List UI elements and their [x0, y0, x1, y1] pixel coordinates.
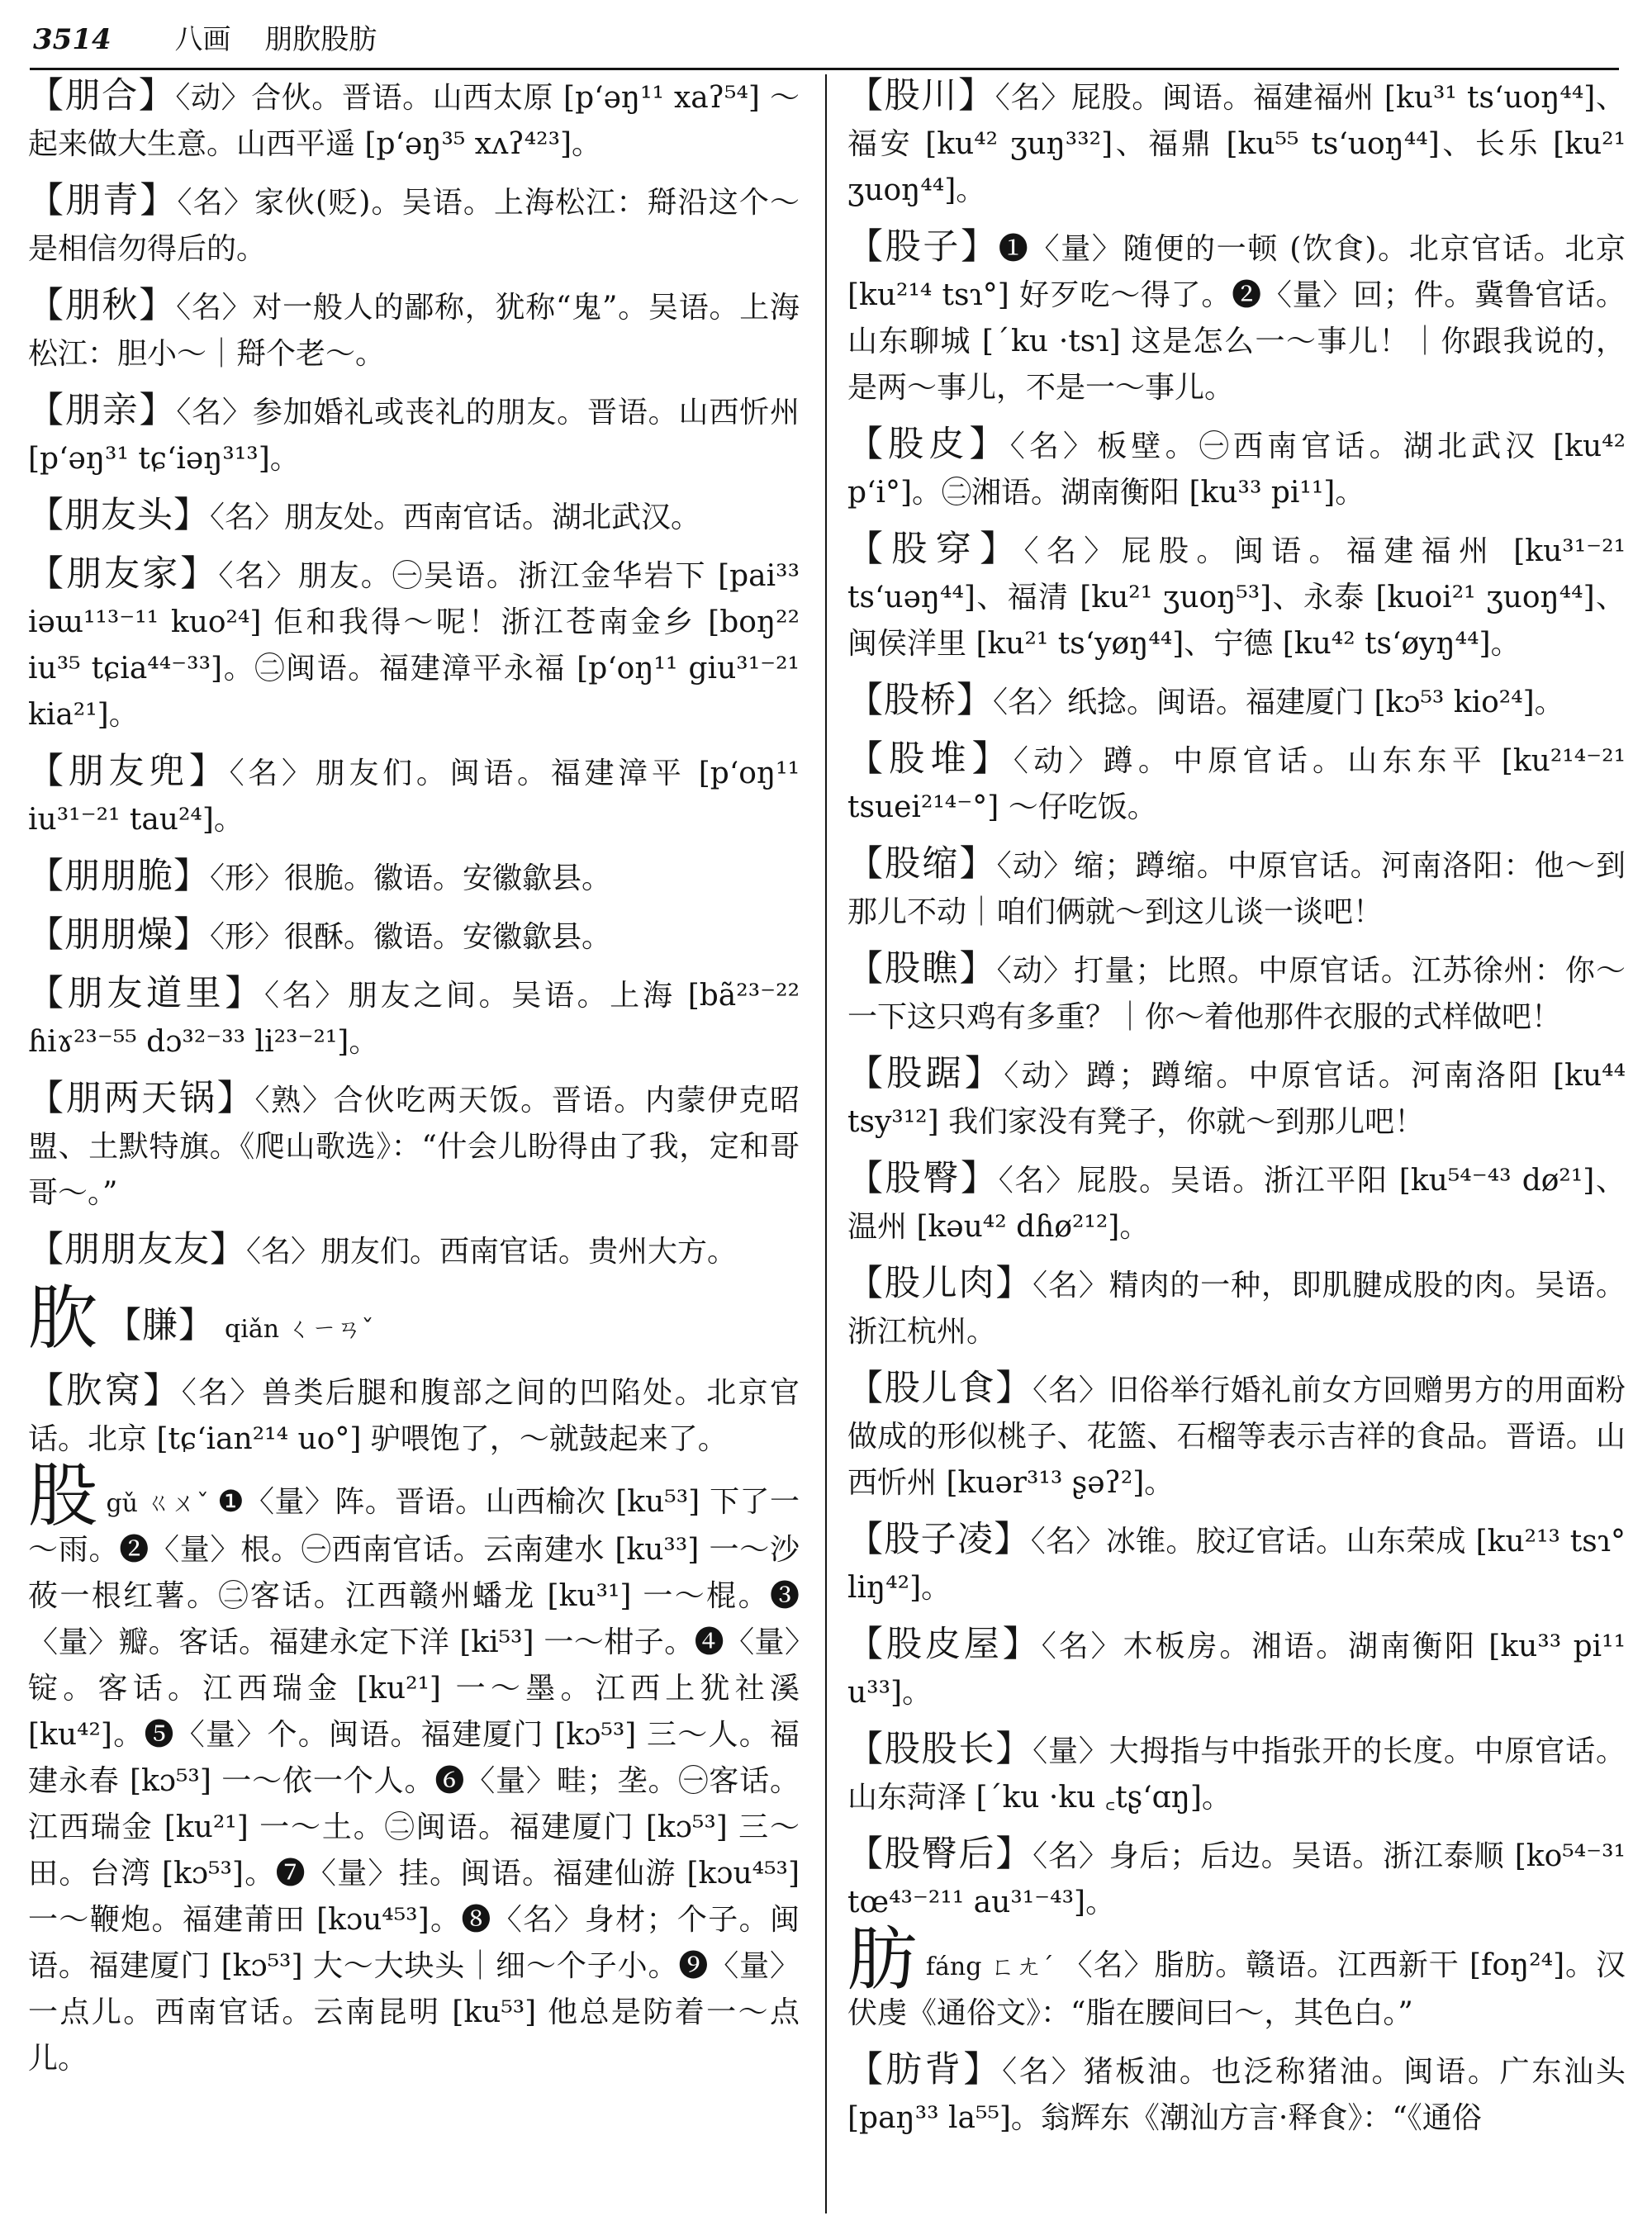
entry-headword: 【朋秋】: [28, 285, 177, 326]
entry-definition: 〈动〉打量；比照。中原官话。江苏徐州：你～一下这只鸡有多重？｜你～着他那件衣服的式样做吧！: [847, 954, 1626, 1034]
entry-definition: 〈名〉脂肪。赣语。江西新干 [foŋ²⁴]。汉伏虔《通俗文》：“脂在腰间曰～，其色白。”: [847, 1948, 1626, 2030]
entry-definition: ❶〈量〉阵。晋语。山西榆次 [ku⁵³] 下了一～雨。❷〈量〉根。㊀西南官话。云南建水 [ku³³] 一～沙莜一根红薯。㊁客话。江西赣州蟠龙 [ku³¹] 一～棍。❸〈量〉瓣。客话。福建永定下洋 [ki⁵³] 一～柑子。❹〈量〉锭。客话。江西瑞金 [ku²¹] 一～墨。江西上犹社溪 [ku⁴²]。❺〈量〉个。闽语。福建厦门 [kɔ⁵³] 三～人。福建永春 [kɔ⁵³] 一～依一个人。❻〈量〉畦；垄。㊀客话。江西瑞金 [ku²¹] 一～土。㊁闽语。福建厦门 [kɔ⁵³] 三～田。台湾 [kɔ⁵³]。❼〈量〉挂。闽语。福建仙游 [kɔu⁴⁵³] 一～鞭炮。福建莆田 [kɔu⁴⁵³]。❽〈名〉身材；个子。闽语。福建厦门 [kɔ⁵³] 大～大块头｜细～个子小。❾〈量〉一点儿。西南官话。云南昆明 [ku⁵³] 他总是防着一～点儿。: [28, 1485, 800, 2076]
entry-headword: 【朋朋燥】: [28, 914, 210, 956]
entry-definition: 〈名〉朋友处。西南官话。湖北武汉。: [210, 501, 701, 534]
dictionary-entry: [28, 1226, 800, 1275]
dictionary-entry: [28, 970, 800, 1065]
dictionary-entry: [28, 282, 800, 377]
dictionary-entry: [28, 387, 800, 482]
entry-definition: 〈名〉冰锥。胶辽官话。山东荣成 [ku²¹³ tsɿ° liŋ⁴²]。: [847, 1525, 1626, 1605]
dictionary-entry: [847, 1726, 1626, 1821]
entry-headword: 【股踞】: [847, 1053, 1004, 1094]
dictionary-entry: [28, 1368, 800, 1463]
entry-headword: 【股穿】: [847, 529, 1024, 570]
guide-characters: 朋肷股肪: [264, 23, 377, 56]
entry-definition: 〈名〉朋友之间。吴语。上海 [bã²³⁻²² ɦiɤ²³⁻⁵⁵ dɔ³²⁻³³ li²³⁻²¹]。: [28, 979, 800, 1059]
dictionary-entry: [847, 2047, 1626, 2142]
entry-definition: 〈名〉朋友们。闽语。福建漳平 [p‘oŋ¹¹ iu³¹⁻²¹ tau²⁴]。: [28, 757, 800, 837]
entry-headword: 【股臀后】: [847, 1834, 1033, 1875]
entry-definition: 〈名〉朋友们。西南官话。贵州大方。: [246, 1235, 738, 1269]
entry-headword: 【朋亲】: [28, 390, 177, 431]
column-divider: [825, 74, 827, 2213]
dictionary-entry: [28, 178, 800, 273]
dictionary-entry: [847, 421, 1626, 516]
entry-headword: 【朋友道里】: [28, 973, 264, 1014]
entry-definition: 〈名〉旧俗举行婚礼前女方回赠男方的用面粉做成的形似桃子、花篮、石榴等表示吉祥的食品。晋语。山西忻州 [kuər³¹³ ʂəʔ²]。: [847, 1374, 1626, 1500]
character-entry: [847, 1919, 1626, 2037]
dictionary-entry: [28, 1075, 800, 1217]
entry-headword: 【朋合】: [28, 75, 176, 116]
entry-headword: 【股子】: [847, 226, 999, 268]
dictionary-entry: [847, 736, 1626, 831]
entry-definition: 〈动〉蹲；蹲缩。中原官话。河南洛阳 [ku⁴⁴ tsy³¹²] 我们家没有凳子，你就～到那儿吧！: [847, 1059, 1626, 1139]
character-headword: 肪: [847, 1919, 918, 2000]
dictionary-entry: [847, 841, 1626, 936]
entry-headword: 【股皮屋】: [847, 1624, 1042, 1665]
dictionary-entry: [28, 748, 800, 843]
entry-headword: 【朋友家】: [28, 553, 219, 595]
dictionary-entry: [28, 912, 800, 961]
dictionary-entry: [847, 1365, 1626, 1506]
character-entry: [28, 1278, 800, 1363]
entry-headword: 【股股长】: [847, 1729, 1033, 1770]
dictionary-entry: [847, 1260, 1626, 1355]
dictionary-entry: [847, 946, 1626, 1041]
dictionary-entry: [847, 1516, 1626, 1611]
character-entry: [28, 1455, 800, 2082]
entry-definition: 〈量〉大拇指与中指张开的长度。中原官话。山东菏泽 [ˊku ·ku ꜀tʂ‘ɑŋ]。: [847, 1734, 1626, 1815]
entry-definition: 〈名〉兽类后腿和腹部之间的凹陷处。北京官话。北京 [tɕ‘ian²¹⁴ uo°] 驴喂饱了，～就鼓起来了。: [28, 1376, 800, 1456]
dictionary-entry: [847, 1621, 1626, 1716]
entry-definition: 〈名〉参加婚礼或丧礼的朋友。晋语。山西忻州 [p‘əŋ³¹ tɕ‘iəŋ³¹³]。: [28, 396, 800, 476]
entry-headword: 【朋青】: [28, 180, 178, 221]
entry-headword: 【朋朋友友】: [28, 1229, 246, 1270]
entry-definition: 〈名〉屁股。闽语。福建福州 [ku³¹⁻²¹ ts‘uəŋ⁴⁴]、福清 [ku²¹ ʒuoŋ⁵³]、永泰 [kuoi²¹ ʒuoŋ⁴⁴]、闽侯洋里 [ku²¹ ts‘yøŋ⁴⁴]、宁德 [ku⁴² ts‘øyŋ⁴⁴]。: [847, 534, 1626, 661]
dictionary-entry: [847, 73, 1626, 214]
character-headword: 肷: [28, 1278, 98, 1359]
entry-headword: 【朋友兜】: [28, 751, 230, 792]
entry-headword: 【朋两天锅】: [28, 1078, 255, 1119]
pinyin-zhuyin: qiǎn ㄑㄧㄢˇ: [225, 1315, 374, 1344]
entry-headword: 【股堆】: [847, 738, 1014, 780]
entry-headword: 【朋朋脆】: [28, 856, 210, 897]
pinyin-zhuyin: gǔ ㄍㄨˇ: [106, 1489, 210, 1518]
entry-definition: 〈形〉很脆。徽语。安徽歙县。: [210, 861, 612, 895]
entry-definition: 〈形〉很酥。徽语。安徽歙县。: [210, 920, 612, 954]
pinyin-zhuyin: fáng ㄈㄤˊ: [925, 1952, 1055, 1981]
dictionary-entry: [847, 1051, 1626, 1146]
character-headword: 股: [28, 1455, 98, 1536]
entry-definition: 〈动〉蹲。中原官话。山东东平 [ku²¹⁴⁻²¹ tsuei²¹⁴⁻°] ～仔吃饭。: [847, 744, 1626, 824]
dictionary-entry: [847, 1155, 1626, 1250]
dictionary-entry: [28, 73, 800, 168]
entry-headword: 【股儿肉】: [847, 1263, 1033, 1304]
entry-headword: 【股桥】: [847, 680, 993, 721]
stroke-group: 八画: [174, 23, 231, 56]
entry-definition: 〈名〉屁股。吴语。浙江平阳 [ku⁵⁴⁻⁴³ dø²¹]、温州 [kəu⁴² dɦø²¹²]。: [847, 1164, 1626, 1244]
entry-definition: 〈名〉屁股。闽语。福建福州 [ku³¹ ts‘uoŋ⁴⁴]、福安 [ku⁴² ʒuŋ³³²]、福鼎 [ku⁵⁵ ts‘uoŋ⁴⁴]、长乐 [ku²¹ ʒuoŋ⁴⁴]。: [847, 81, 1626, 207]
dictionary-entry: [847, 526, 1626, 667]
cross-reference: 【膁】: [106, 1305, 216, 1346]
left-column: [28, 73, 800, 2092]
entry-definition: 〈名〉身后；后边。吴语。浙江泰顺 [ko⁵⁴⁻³¹ tœ⁴³⁻²¹¹ au³¹⁻⁴³]。: [847, 1839, 1626, 1919]
dictionary-entry: [847, 1831, 1626, 1926]
entry-definition: 〈名〉猪板油。也泛称猪油。闽语。广东汕头 [paŋ³³ la⁵⁵]。翁辉东《潮汕方言·释食》：“《通俗: [847, 2055, 1626, 2135]
dictionary-entry: [28, 853, 800, 902]
entry-definition: 〈名〉家伙(贬)。吴语。上海松江：搿沿这个～是相信勿得后的。: [28, 186, 800, 266]
entry-definition: 〈熟〉合伙吃两天饭。晋语。内蒙伊克昭盟、土默特旗。《爬山歌选》：“什会儿盼得由了我，定和哥哥～。”: [28, 1084, 800, 1210]
entry-headword: 【股臀】: [847, 1158, 999, 1199]
entry-definition: 〈名〉纸捻。闽语。福建厦门 [kɔ⁵³ kio²⁴]。: [993, 686, 1564, 719]
entry-definition: 〈名〉木板房。湘语。湖南衡阳 [ku³³ pi¹¹ u³³]。: [847, 1630, 1626, 1710]
entry-definition: 〈名〉朋友。㊀吴语。浙江金华岩下 [pai³³ iəɯ¹¹³⁻¹¹ kuo²⁴] 佢和我得～呢！浙江苍南金乡 [boŋ²² iu³⁵ tɕia⁴⁴⁻³³]。㊁闽语。福建漳平永福 [p‘oŋ¹¹ giu³¹⁻²¹ kia²¹]。: [28, 559, 800, 732]
entry-definition: 〈动〉合伙。晋语。山西太原 [p‘əŋ¹¹ xaʔ⁵⁴] ～起来做大生意。山西平遥 [p‘əŋ³⁵ xʌʔ⁴²³]。: [28, 81, 800, 161]
entry-headword: 【股川】: [847, 75, 995, 116]
dictionary-entry: [28, 492, 800, 541]
header-rule: [30, 68, 1619, 70]
running-head: [33, 15, 1619, 64]
entry-headword: 【肷窝】: [28, 1370, 182, 1412]
entry-headword: 【股子凌】: [847, 1519, 1031, 1560]
entry-headword: 【股皮】: [847, 424, 1010, 465]
page-number: 3514: [33, 23, 112, 56]
entry-definition: 〈动〉缩；蹲缩。中原官话。河南洛阳：他～到那儿不动｜咱们俩就～到这儿谈一谈吧！: [847, 849, 1626, 929]
dictionary-entry: [28, 551, 800, 738]
entry-definition: 〈名〉精肉的一种，即肌腱成股的肉。吴语。浙江杭州。: [847, 1269, 1626, 1349]
entry-headword: 【股缩】: [847, 843, 997, 885]
entry-headword: 【股儿食】: [847, 1368, 1033, 1409]
dictionary-entry: [847, 224, 1626, 411]
entry-headword: 【朋友头】: [28, 495, 210, 536]
dictionary-entry: [847, 677, 1626, 726]
right-column: [847, 73, 1626, 2152]
entry-definition: 〈名〉板壁。㊀西南官话。湖北武汉 [ku⁴² p‘i°]。㊁湘语。湖南衡阳 [ku³³ pi¹¹]。: [847, 429, 1626, 510]
entry-definition: ❶〈量〉随便的一顿 (饮食)。北京官话。北京 [ku²¹⁴ tsɿ°] 好歹吃～得了。❷〈量〉回；件。冀鲁官话。山东聊城 [ˊku ·tsɿ] 这是怎么一～事儿！｜你跟我说的，是两～事儿，不是一～事儿。: [847, 232, 1626, 405]
entry-definition: 〈名〉对一般人的鄙称，犹称“鬼”。吴语。上海松江：胆小～｜搿个老～。: [28, 291, 800, 371]
entry-headword: 【肪背】: [847, 2049, 1003, 2090]
entry-headword: 【股瞧】: [847, 948, 997, 989]
